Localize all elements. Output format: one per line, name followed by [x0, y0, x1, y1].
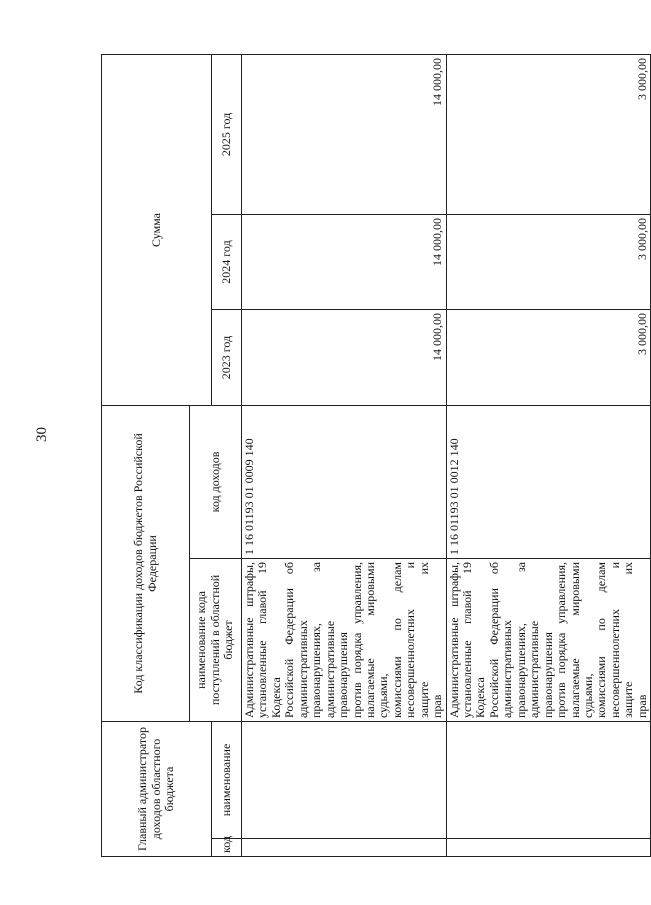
row-kod [446, 839, 651, 857]
row-name [242, 721, 447, 838]
line: несовершеннолетних и защите их [607, 561, 636, 718]
header-income-code: код доходов [190, 405, 242, 558]
line: прав [634, 694, 649, 718]
row-value-2025: 3 000,00 [446, 54, 651, 214]
line: налагаемые мировыми судьями, [567, 561, 595, 718]
line: правонарушениях, за [513, 561, 528, 718]
table-row [446, 54, 651, 856]
row-income-name [446, 558, 651, 721]
row-value-2023: 14 000,00 [242, 309, 447, 405]
row-income-name [242, 558, 447, 721]
table-row [242, 54, 447, 856]
row-name [446, 721, 651, 838]
line: против порядка управления, [554, 561, 569, 718]
line: налагаемые мировыми судьями, [362, 561, 391, 718]
income-table [101, 54, 651, 857]
line: административных [295, 620, 310, 718]
row-value-2024: 3 000,00 [446, 214, 651, 309]
line: Российской Федерации об [282, 561, 297, 718]
line: против порядка управления, [349, 561, 364, 718]
rotated-table-container [101, 55, 649, 857]
line: несовершеннолетних и защите их [403, 561, 431, 718]
header-admin: Главный администратор доходов областного бюджета [102, 721, 212, 856]
line: правонарушениях, за [309, 561, 324, 718]
line: прав [430, 694, 445, 718]
header-year-2023: 2023 год [212, 309, 242, 405]
header-income-name: наименование кода поступлений в областной бюджет [190, 558, 242, 721]
header-year-2025: 2025 год [212, 54, 242, 214]
row-kod [242, 839, 447, 857]
header-sum: Сумма [102, 54, 212, 405]
line: установленные главой 19 Кодекса [255, 561, 283, 718]
line: административные правонарушения [322, 620, 351, 718]
line: установленные главой 19 Кодекса [460, 561, 488, 718]
header-code-classification: Код классификации доходов бюджетов Российской Федерации [102, 405, 190, 721]
line: административные правонарушения [527, 620, 555, 718]
line: комиссиями по делам [594, 561, 609, 718]
line: Российской Федерации об [486, 561, 501, 718]
line: Административные штрафы, [446, 561, 461, 718]
page-number: 30 [34, 427, 50, 442]
header-name: наименование [212, 721, 242, 838]
row-value-2023: 3 000,00 [446, 309, 651, 405]
header-year-2024: 2024 год [212, 214, 242, 309]
row-income-code: 1 16 01193 01 0012 140 [446, 405, 651, 558]
line: комиссиями по делам [389, 561, 404, 718]
header-kod: код [212, 839, 242, 857]
row-income-code: 1 16 01193 01 0009 140 [242, 405, 447, 558]
row-value-2025: 14 000,00 [242, 54, 447, 214]
line: Административные штрафы, [242, 561, 256, 718]
line: административных [500, 620, 515, 718]
row-value-2024: 14 000,00 [242, 214, 447, 309]
